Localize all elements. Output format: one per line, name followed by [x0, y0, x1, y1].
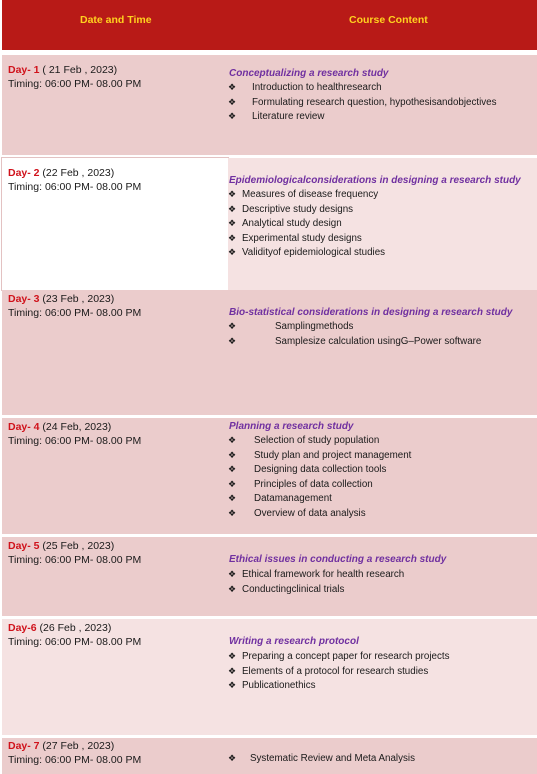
day-cell — [2, 55, 228, 155]
content-cell: ❖ Systematic Review and Meta Analysis — [228, 738, 537, 774]
bullet-icon: ❖ — [228, 507, 237, 518]
bullet-icon: ❖ — [228, 665, 237, 676]
day-cell — [2, 158, 228, 290]
bullet-icon: ❖ — [228, 111, 237, 121]
bullet-icon: ❖ — [228, 435, 237, 445]
bullet-icon: ❖ — [228, 203, 237, 214]
day-date: (27 Feb , 2023) — [39, 740, 115, 752]
day-timing: Timing: 06:00 PM- 08.00 PM — [8, 181, 142, 193]
day-timing: Timing: 06:00 PM- 08.00 PM — [8, 754, 142, 766]
bullet-icon: ❖ — [228, 218, 237, 228]
bullet-icon: ❖ — [228, 96, 237, 107]
bullet-icon: ❖ — [228, 464, 237, 474]
bullet-icon: ❖ — [228, 478, 237, 489]
course-content-header: Course Content — [349, 14, 428, 26]
day-timing: Timing: 06:00 PM- 08.00 PM — [8, 636, 142, 648]
content-cell: Conceptualizing a research study ❖ Introduction to healthresearch ❖ Formulating research question, hypothesisandobjectives ❖ Literature review — [228, 55, 537, 155]
bullet-icon: ❖ — [228, 335, 237, 346]
day-label: Day- 2 — [8, 167, 40, 179]
day-row-5 — [2, 537, 537, 616]
day-cell — [2, 290, 228, 415]
topic-title: Ethical issues in conducting a research study — [229, 554, 447, 565]
day-date: (23 Feb , 2023) — [39, 293, 115, 305]
day-label: Day- 4 — [8, 421, 40, 433]
day-row-4 — [2, 418, 537, 534]
content-cell: Writing a research protocol ❖ Preparing a concept paper for research projects ❖ Elements of a protocol for research studies ❖ Publicationethics — [228, 619, 537, 735]
day-label: Day- 3 — [8, 293, 40, 305]
day-row-1 — [2, 55, 537, 155]
bullet-icon: ❖ — [228, 753, 237, 763]
day-timing: Timing: 06:00 PM- 08.00 PM — [8, 78, 142, 90]
content-cell: Planning a research study ❖ Selection of study population ❖ Study plan and project management ❖ Designing data collection tools ❖ Principles of data collection ❖ Datamanagement ❖ Overview of data analysis — [228, 418, 537, 534]
content-cell: Ethical issues in conducting a research study ❖ Ethical framework for health research ❖ Conductingclinical trials — [228, 537, 537, 616]
bullet-icon: ❖ — [228, 247, 237, 257]
bullet-icon: ❖ — [228, 449, 237, 460]
day-date: (25 Feb , 2023) — [39, 540, 115, 552]
day-row-2 — [2, 158, 537, 290]
topic-title: Conceptualizing a research study — [229, 68, 389, 79]
day-cell — [2, 738, 228, 774]
day-cell — [2, 537, 228, 616]
table-header — [2, 0, 537, 50]
day-row-6 — [2, 619, 537, 735]
bullet-icon: ❖ — [228, 569, 237, 579]
day-label: Day-6 — [8, 622, 37, 634]
topic-title: Epidemiologicalconsiderations in designing a research study — [229, 175, 521, 186]
date-time-header: Date and Time — [80, 14, 152, 26]
bullet-icon: ❖ — [228, 583, 237, 594]
day-label: Day- 5 — [8, 540, 40, 552]
day-label: Day- 1 — [8, 64, 40, 76]
topic-title: Planning a research study — [229, 421, 354, 432]
bullet-icon: ❖ — [228, 321, 237, 331]
day-row-7 — [2, 738, 537, 774]
day-timing: Timing: 06:00 PM- 08.00 PM — [8, 435, 142, 447]
content-cell: Bio-statistical considerations in designing a research study ❖ Samplingmethods ❖ Samplesize calculation usingG–Power software — [228, 290, 537, 415]
bullet-icon: ❖ — [228, 493, 237, 503]
day-cell — [2, 418, 228, 534]
day-date: ( 21 Feb , 2023) — [39, 64, 118, 76]
bullet-icon: ❖ — [228, 232, 237, 243]
day-date: (26 Feb , 2023) — [36, 622, 112, 634]
topic-title: Bio-statistical considerations in designing a research study — [229, 307, 513, 318]
day-timing: Timing: 06:00 PM- 08.00 PM — [8, 554, 142, 566]
bullet-icon: ❖ — [228, 680, 237, 690]
day-timing: Timing: 06:00 PM- 08.00 PM — [8, 307, 142, 319]
day-date: (22 Feb , 2023) — [39, 167, 115, 179]
day-cell — [2, 619, 228, 735]
day-label: Day- 7 — [8, 740, 40, 752]
day-date: (24 Feb, 2023) — [39, 421, 112, 433]
content-cell: Epidemiologicalconsiderations in designing a research study ❖ Measures of disease frequency ❖ Descriptive study designs ❖ Analytical study design ❖ Experimental study designs ❖ Validityof epidemiological studies — [228, 158, 537, 290]
topic-title: Writing a research protocol — [229, 636, 359, 647]
bullet-icon: ❖ — [228, 189, 237, 199]
bullet-icon: ❖ — [228, 651, 237, 661]
bullet-icon: ❖ — [228, 82, 237, 92]
day-row-3 — [2, 290, 537, 415]
